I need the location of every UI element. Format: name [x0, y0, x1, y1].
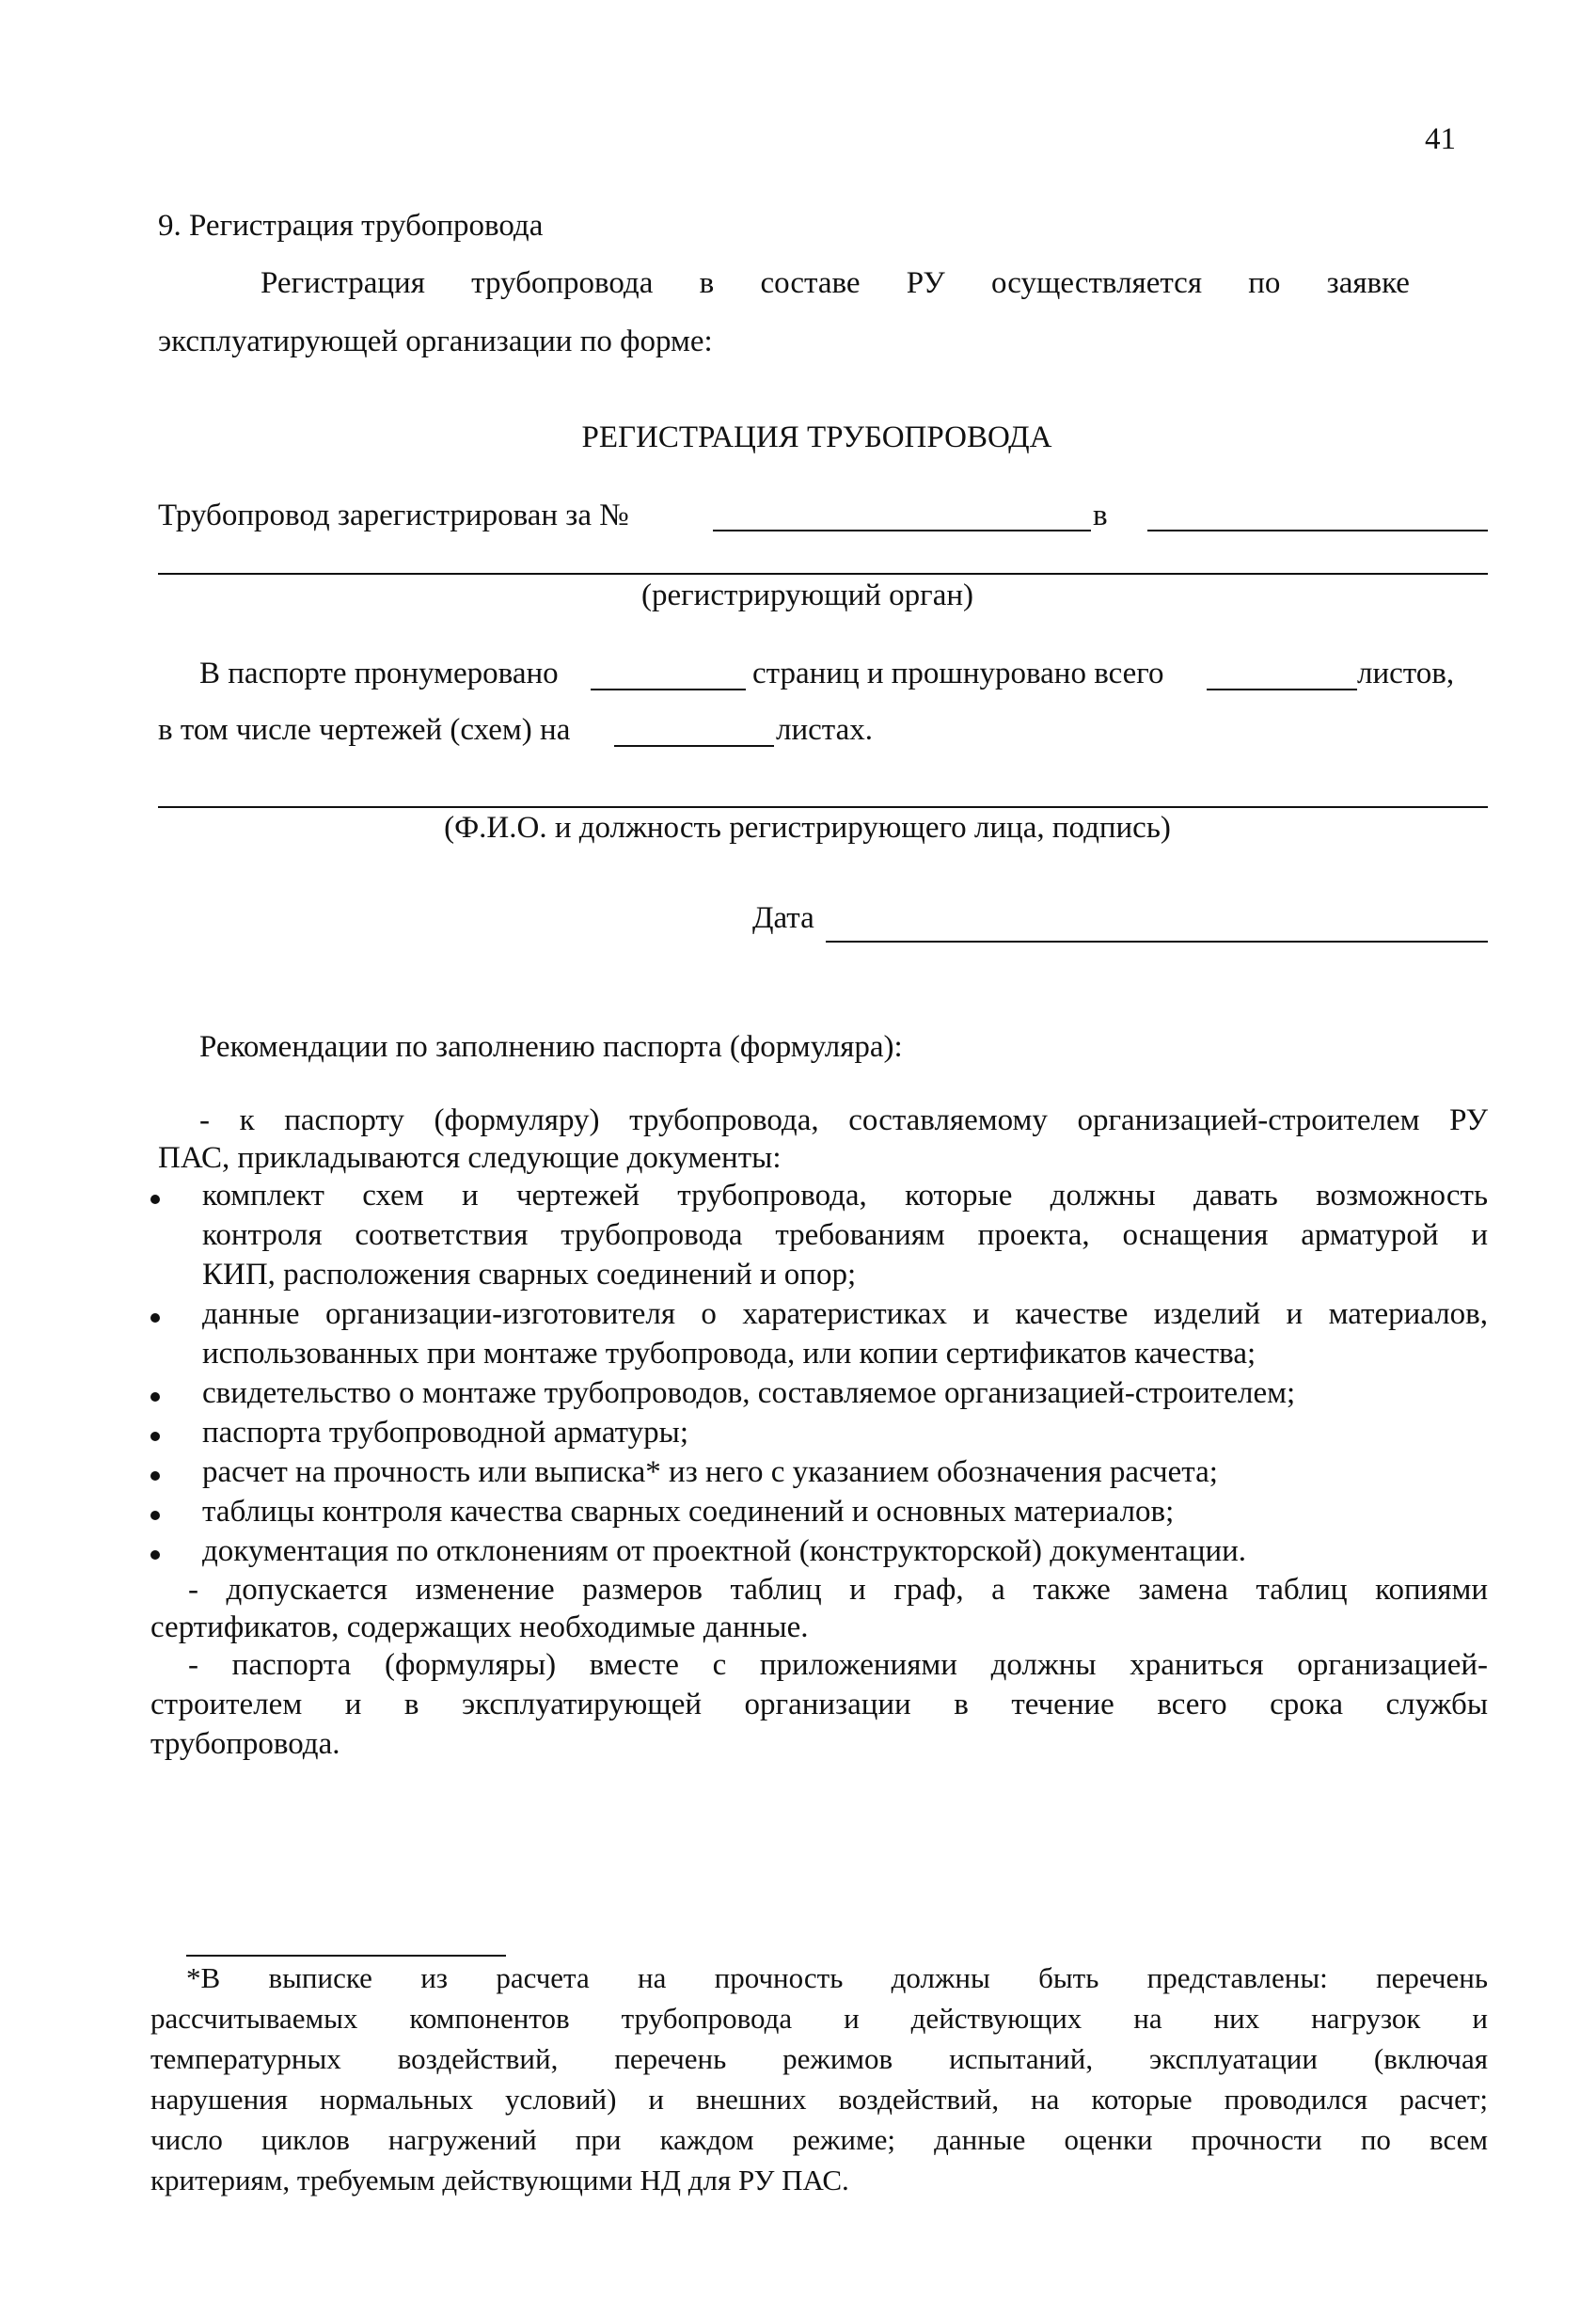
intro-word: трубопровода: [471, 266, 654, 300]
bullet-3-line-1: свидетельство о монтаже трубопроводов, составляемое организацией-строителем;: [202, 1376, 1296, 1410]
intro-word: по: [1248, 266, 1281, 300]
signature-line: [158, 806, 1488, 808]
intro-word: составе: [760, 266, 861, 300]
dash-item-3-line-3: трубопровода.: [150, 1727, 340, 1761]
authority-line: [158, 573, 1488, 575]
intro-word: в: [699, 266, 715, 300]
intro-word: РУ: [906, 266, 945, 300]
numbered-pages-blank: [591, 689, 746, 690]
bullet-icon: [150, 1195, 160, 1204]
bullet-5-line-1: расчет на прочность или выписка* из него с указанием обозначения расчета;: [202, 1455, 1218, 1489]
bullet-4-line-1: паспорта трубопроводной арматуры;: [202, 1416, 688, 1450]
bullet-icon: [150, 1550, 160, 1560]
section-heading: 9. Регистрация трубопровода: [158, 209, 544, 243]
bullet-6-line-1: таблицы контроля качества сварных соединений и основных материалов;: [202, 1495, 1175, 1529]
footnote-separator: [186, 1955, 506, 1957]
bullet-icon: [150, 1432, 160, 1441]
footnote-line-4: нарушения нормальных условий) и внешних воздействий, на которые проводился расчет;: [150, 2083, 1488, 2116]
drawings-prefix: в том числе чертежей (схем) на: [158, 713, 571, 747]
signature-caption: (Ф.И.О. и должность регистрирующего лица, подпись): [444, 811, 1171, 845]
intro-word: осуществляется: [990, 266, 1203, 300]
dash-item-2-line-1: - допускается изменение размеров таблиц и граф, а также замена таблиц копиями: [188, 1573, 1488, 1607]
dash-item-2-line-2: сертификатов, содержащих необходимые данные.: [150, 1610, 809, 1644]
intro-line-1: [261, 266, 1410, 301]
bullet-icon: [150, 1313, 160, 1323]
bullet-2-line-2: использованных при монтаже трубопровода, или копии сертификатов качества;: [202, 1337, 1256, 1371]
intro-word: заявке: [1326, 266, 1410, 300]
footnote-line-3: температурных воздействий, перечень режимов испытаний, эксплуатации (включая: [150, 2042, 1488, 2075]
dash-item-3-line-2: строителем и в эксплуатирующей организации в течение всего срока службы: [150, 1688, 1488, 1721]
bullet-2-line-1: данные организации-изготовителя о харатеристиках и качестве изделий и материалов,: [202, 1297, 1488, 1331]
bullet-7-line-1: документация по отклонениям от проектной (конструкторской) документации.: [202, 1534, 1247, 1568]
footnote-line-1: *В выписке из расчета на прочность должны быть представлены: перечень: [186, 1961, 1488, 1994]
bullet-1-line-1: комплект схем и чертежей трубопровода, которые должны давать возможность: [202, 1179, 1488, 1213]
drawings-suffix: листах.: [776, 713, 873, 747]
dash-item-1-line-1: - к паспорту (формуляру) трубопровода, составляемому организацией-строителем РУ: [199, 1103, 1488, 1137]
dash-item-3-line-1: - паспорта (формуляры) вместе с приложениями должны храниться организацией-: [188, 1648, 1488, 1682]
dash-item-1-line-2: ПАС, прикладываются следующие документы:: [158, 1141, 782, 1175]
pages-suffix: листов,: [1357, 657, 1455, 690]
date-blank: [826, 941, 1488, 943]
bullet-icon: [150, 1471, 160, 1481]
bullet-1-line-2: контроля соответствия трубопровода требованиям проекта, оснащения арматурой и: [202, 1218, 1488, 1252]
registered-label: Трубопровод зарегистрирован за №: [158, 499, 629, 532]
footnote-line-2: рассчитываемых компонентов трубопровода и действующих на них нагрузок и: [150, 2002, 1488, 2035]
intro-line-2: эксплуатирующей организации по форме:: [158, 325, 713, 358]
registration-number-blank: [713, 530, 1091, 531]
in-label: в: [1093, 499, 1108, 532]
date-label: Дата: [752, 901, 814, 935]
footnote-line-6: критериям, требуемым действующими НД для РУ ПАС.: [150, 2164, 849, 2196]
bullet-icon: [150, 1392, 160, 1402]
page-number: 41: [1425, 122, 1456, 156]
drawings-sheets-blank: [614, 745, 774, 747]
bullet-icon: [150, 1511, 160, 1520]
total-sheets-blank: [1207, 689, 1357, 690]
bullet-1-line-3: КИП, расположения сварных соединений и опор;: [202, 1258, 857, 1292]
footnote-line-5: число циклов нагружений при каждом режиме; данные оценки прочности по всем: [150, 2123, 1488, 2156]
form-title: РЕГИСТРАЦИЯ ТРУБОПРОВОДА: [581, 420, 1052, 454]
registration-place-blank: [1147, 530, 1488, 531]
pages-prefix: В паспорте пронумеровано: [199, 657, 559, 690]
authority-caption: (регистрирующий орган): [641, 579, 973, 612]
recommendations-heading: Рекомендации по заполнению паспорта (формуляра):: [199, 1030, 903, 1064]
pages-middle: страниц и прошнуровано всего: [752, 657, 1164, 690]
intro-word: Регистрация: [261, 266, 425, 300]
